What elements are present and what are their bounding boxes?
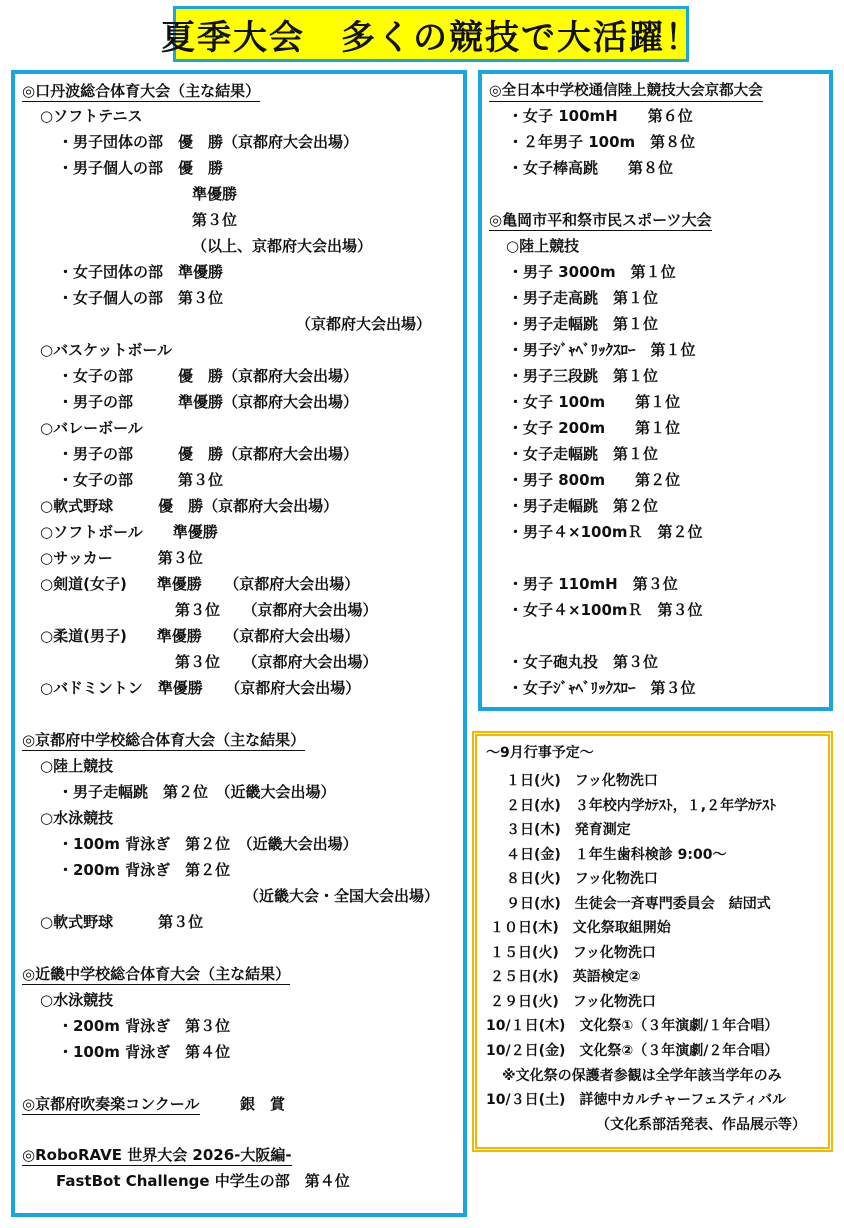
result-line: ・２年男子 100m 第８位 (508, 133, 696, 151)
result-line: ・200m 背泳ぎ 第２位 (58, 861, 231, 879)
schedule-item: ９日(水) 生徒会一斉専門委員会 結団式 (506, 896, 771, 912)
result-line: （以上、京都府大会出場） (192, 237, 373, 255)
result-line: ・女子 100mH 第６位 (508, 107, 693, 125)
result-line: ・男子の部 優 勝（京都府大会出場） (58, 445, 359, 463)
robo-result: FastBot Challenge 中学生の部 第４位 (56, 1172, 350, 1190)
schedule-item: 10/１日(木) 文化祭①（３年演劇/１年合唱） (486, 1018, 779, 1034)
schedule-item: １５日(火) フッ化物洗口 (490, 945, 656, 961)
result-line: ○軟式野球 優 勝（京都府大会出場） (40, 497, 339, 515)
section-heading-robo: ◎RoboRAVE 世界大会 2026-大阪編- (22, 1146, 292, 1164)
result-line: ・100m 背泳ぎ 第４位 (58, 1043, 231, 1061)
result-line: ・女子 200m 第１位 (508, 419, 681, 437)
result-line: ○柔道(男子) 準優勝 （京都府大会出場） (40, 627, 360, 645)
result-line: ・100m 背泳ぎ 第２位 （近畿大会出場） (58, 835, 358, 853)
result-line: ○サッカー 第３位 (40, 549, 203, 567)
result-line: ・男子三段跳 第１位 (508, 367, 659, 385)
section-heading-brass: ◎京都府吹奏楽コンクール (22, 1095, 200, 1113)
result-line: ・男子団体の部 優 勝（京都府大会出場） (58, 133, 359, 151)
result-line: ○水泳競技 (40, 991, 114, 1009)
result-line: ・男子走幅跳 第１位 (508, 315, 659, 333)
result-line: ・男子 3000m 第１位 (508, 263, 676, 281)
section-heading-tsushin: ◎全日本中学校通信陸上競技大会京都大会 (489, 81, 763, 102)
schedule-item: ８日(火) フッ化物洗口 (506, 871, 658, 887)
schedule-item: １日(火) フッ化物洗口 (506, 773, 658, 789)
schedule-item: ２日(水) ３年校内学ｶﾃｽﾄ，１,２年学ｶﾃｽﾄ (506, 798, 777, 814)
result-line: ・男子 800m 第２位 (508, 471, 681, 489)
schedule-item: ４日(金) １年生歯科検診 9:00～ (506, 847, 727, 863)
result-line: ・男子 110mH 第３位 (508, 575, 678, 593)
result-line: ・女子の部 優 勝（京都府大会出場） (58, 367, 359, 385)
result-line: ○ソフトテニス (40, 107, 143, 125)
result-line: ○陸上競技 (506, 237, 580, 255)
schedule-item: ２５日(水) 英語検定② (490, 969, 641, 985)
result-line: ・200m 背泳ぎ 第３位 (58, 1017, 231, 1035)
result-line: ・男子走幅跳 第２位 （近畿大会出場） (58, 783, 336, 801)
result-line: ・男子４×100mＲ 第２位 (508, 523, 703, 541)
result-line: ・女子４×100mＲ 第３位 (508, 601, 703, 619)
result-line: ・男子個人の部 優 勝 (58, 159, 224, 177)
result-line: ○ソフトボール 準優勝 (40, 523, 218, 541)
brass-result: 銀 賞 (240, 1095, 286, 1113)
section-heading-tanba: ◎口丹波総合体育大会（主な結果） (22, 82, 261, 100)
section-heading-kyoto: ◎京都府中学校総合体育大会（主な結果） (22, 731, 306, 749)
result-line: ・男子ｼﾞｬﾍﾞﾘｯｸｽﾛｰ 第１位 (508, 341, 696, 359)
title-banner (161, 6, 701, 62)
result-line: ・女子棒高跳 第８位 (508, 159, 674, 177)
schedule-note: ※文化祭の保護者参観は全学年該当学年のみ (502, 1068, 782, 1084)
result-line: 第３位 （京都府大会出場） (175, 653, 378, 671)
result-line: ○軟式野球 第３位 (40, 913, 204, 931)
result-line: ○バスケットボール (40, 341, 173, 359)
result-line: ・女子砲丸投 第３位 (508, 653, 659, 671)
result-line: 準優勝 (192, 185, 238, 203)
result-line: ・女子の部 第３位 (58, 471, 224, 489)
result-line: ・女子個人の部 第３位 (58, 289, 224, 307)
result-line: ・男子の部 準優勝（京都府大会出場） (58, 393, 359, 411)
result-line: ・女子走幅跳 第１位 (508, 445, 659, 463)
result-line: ・女子ｼﾞｬﾍﾞﾘｯｸｽﾛｰ 第３位 (508, 679, 696, 697)
result-line: ・女子団体の部 準優勝 (58, 263, 224, 281)
result-line: 第３位 (192, 211, 238, 229)
page-title: 夏季大会 多くの競技で大活躍！ (161, 17, 701, 58)
schedule-item: ２９日(火) フッ化物洗口 (490, 994, 656, 1010)
schedule-panel (472, 731, 833, 1152)
result-line: ○陸上競技 (40, 757, 114, 775)
schedule-item: １０日(木) 文化祭取組開始 (490, 920, 671, 936)
section-heading-kinki: ◎近畿中学校総合体育大会（主な結果） (22, 965, 291, 983)
result-line: ○バレーボール (40, 419, 143, 437)
schedule-item: ３日(木) 発育測定 (506, 822, 631, 838)
result-line: ○バドミントン 準優勝 （京都府大会出場） (40, 679, 361, 697)
section-heading-heiwa: ◎亀岡市平和祭市民スポーツ大会 (489, 211, 712, 229)
schedule-item: （文化系部活発表、作品展示等） (596, 1117, 806, 1133)
result-line: ・女子 100m 第１位 (508, 393, 681, 411)
result-line: （近畿大会・全国大会出場） (244, 887, 440, 905)
result-line: ・男子走高跳 第１位 (508, 289, 659, 307)
schedule-heading: ～9月行事予定～ (486, 745, 594, 761)
result-line: ○水泳競技 (40, 809, 114, 827)
schedule-item: 10/２日(金) 文化祭②（３年演劇/２年合唱） (486, 1043, 779, 1059)
result-line: ○剣道(女子) 準優勝 （京都府大会出場） (40, 575, 360, 593)
schedule-item: 10/３日(土) 詳徳中カルチャーフェスティバル (486, 1092, 787, 1108)
result-line: （京都府大会出場） (296, 315, 432, 333)
result-line: 第３位 （京都府大会出場） (175, 601, 378, 619)
result-line: ・男子走幅跳 第２位 (508, 497, 659, 515)
